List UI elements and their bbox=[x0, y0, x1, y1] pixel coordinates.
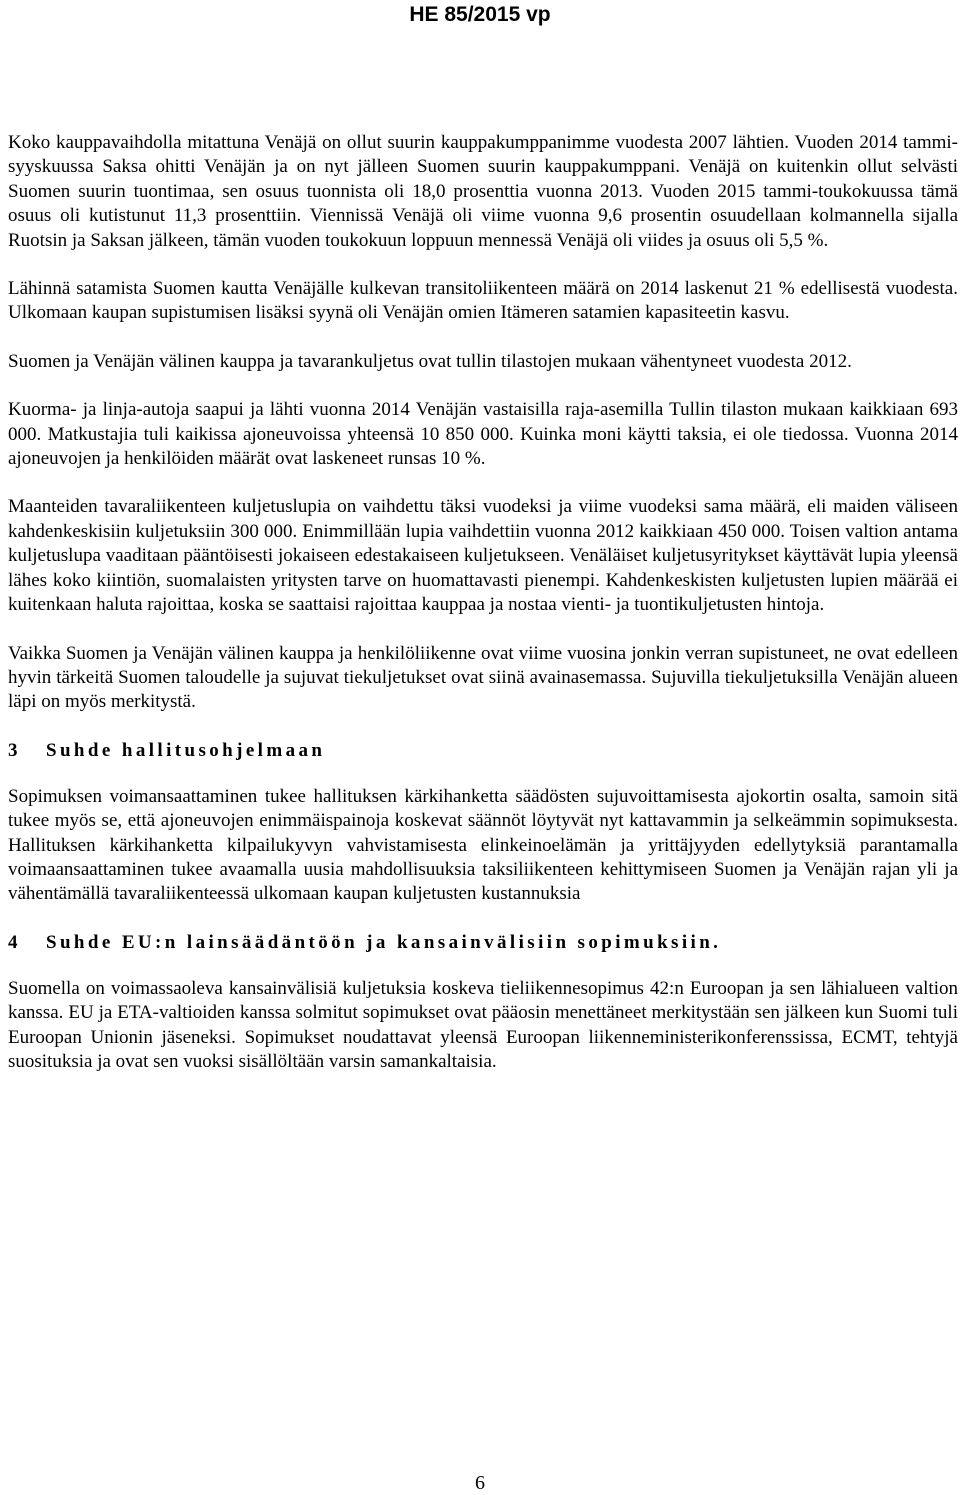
section-title: Suhde hallitusohjelmaan bbox=[46, 739, 326, 761]
paragraph-border-crossings: Kuorma- ja linja-autoja saapui ja lähti vuonna 2014 Venäjän vastaisilla raja-asemilla Tullin tilaston mukaan kaikkiaan 693 000. Matkustajia tuli kaikissa ajoneuvoissa yhteensä 10 850 000. Kuinka moni käytti taksia, ei ole tiedossa. Vuonna 2014 ajoneuvojen ja henkilöiden määrät ovat laskeneet runsas 10 %. bbox=[8, 399, 958, 470]
page-number: 6 bbox=[475, 1472, 485, 1494]
section-heading-4 bbox=[8, 931, 958, 955]
paragraph-importance: Vaikka Suomen ja Venäjän välinen kauppa ja henkilöliikenne ovat viime vuosina jonkin verran supistuneet, ne ovat edelleen hyvin tärkeitä Suomen taloudelle ja sujuvat tiekuljetukset ovat siinä avainasemassa. Sujuvilla tiekuljetuksilla Venäjän alueen läpi on myös merkitystä. bbox=[8, 642, 958, 713]
paragraph-trade-partner: Koko kauppavaihdolla mitattuna Venäjä on ollut suurin kauppakumppanimme vuodesta 2007 lähtien. Vuoden 2014 tammi-syyskuussa Saksa ohitti Venäjän ja on nyt jälleen Suomen suurin kauppakumppani. Venäjä on kuitenkin ollut selvästi Suomen suurin tuontimaa, sen osuus tuonnista oli 18,0 prosenttia vuonna 2013. Vuoden 2015 tammi-toukokuussa tämä osuus oli kutistunut 11,3 prosenttiin. Viennissä Venäjä oli viime vuonna 9,6 prosentin osuudellaan kolmannella sijalla Ruotsin ja Saksan jälkeen, tämän vuoden toukokuun loppuun mennessä Venäjä oli viides ja osuus oli 5,5 %. bbox=[8, 132, 958, 251]
section-number: 4 bbox=[8, 931, 18, 953]
paragraph-international-agreements: Suomella on voimassaoleva kansainvälisiä kuljetuksia koskeva tieliikennesopimus 42:n Euroopan ja sen lähialueen valtion kanssa. EU ja ETA-valtioiden kanssa solmitut sopimukset ovat pääosin menettäneet merkitystään sen jälkeen kun Suomi tuli Euroopan Unionin jäseneksi. Sopimukset noudattavat yleensä Euroopan liikenneministerikonferenssissa, ECMT, tehtyjä suosituksia ja ovat sen vuoksi sisällöltään varsin samankaltaisia. bbox=[8, 977, 958, 1072]
section-title: Suhde EU:n lainsäädäntöön ja kansainvälisiin sopimuksiin. bbox=[46, 931, 722, 953]
paragraph-transport-permits: Maanteiden tavaraliikenteen kuljetuslupia on vaihdettu täksi vuodeksi ja viime vuodeksi sama määrä, eli maiden väliseen kahdenkeskisiin kuljetuksiin 300 000. Enimmillään lupia vaihdettiin vuonna 2012 kaikkiaan 450 000. Toisen valtion antama kuljetuslupa vaaditaan pääntöisesti jokaiseen edestakaiseen kuljetukseen. Venäläiset kuljetusyritykset käyttävät lupia yleensä lähes koko kiintiön, suomalaisten yritysten tarve on huomattavasti pienempi. Kahdenkeskisten kuljetusten lupien määrää ei kuitenkaan haluta rajoittaa, koska se saattaisi rajoittaa kauppaa ja nostaa vienti- ja tuontikuljetusten hintoja. bbox=[8, 496, 958, 616]
section-heading-3 bbox=[8, 739, 958, 763]
paragraph-trade-decline: Suomen ja Venäjän välinen kauppa ja tavarankuljetus ovat tullin tilastojen mukaan vähentyneet vuodesta 2012. bbox=[8, 350, 852, 372]
paragraph-transit-traffic: Lähinnä satamista Suomen kautta Venäjälle kulkevan transitoliikenteen määrä on 2014 laskenut 21 % edellisestä vuodesta. Ulkomaan kaupan supistumisen lisäksi syynä oli Venäjän omien Itämeren satamien kapasiteetin kasvu. bbox=[8, 278, 958, 324]
document-body bbox=[8, 131, 958, 1074]
paragraph-government-programme: Sopimuksen voimansaattaminen tukee hallituksen kärkihanketta säädösten sujuvoittamisesta ajokortin osalta, samoin sitä tukee myös se, että ajoneuvojen enimmäispainoja koskevat säännöt löytyvät nyt kattavammin ja selkeämmin sopimuksesta. Hallituksen kärkihanketta kilpailukyvyn vahvistamisesta elinkeinoelämän ja yrittäjyyden edellytyksiä parantamalla voimaansaattaminen tukee avaamalla uusia mahdollisuuksia taksiliikenteen kehittymiseen Suomen ja Venäjän rajan yli ja vähentämällä tavaraliikenteessä ulkomaan kaupan kuljetusten kustannuksia bbox=[8, 785, 958, 905]
document-header bbox=[0, 2, 960, 28]
section-number: 3 bbox=[8, 739, 18, 761]
document-id: HE 85/2015 vp bbox=[409, 3, 551, 26]
